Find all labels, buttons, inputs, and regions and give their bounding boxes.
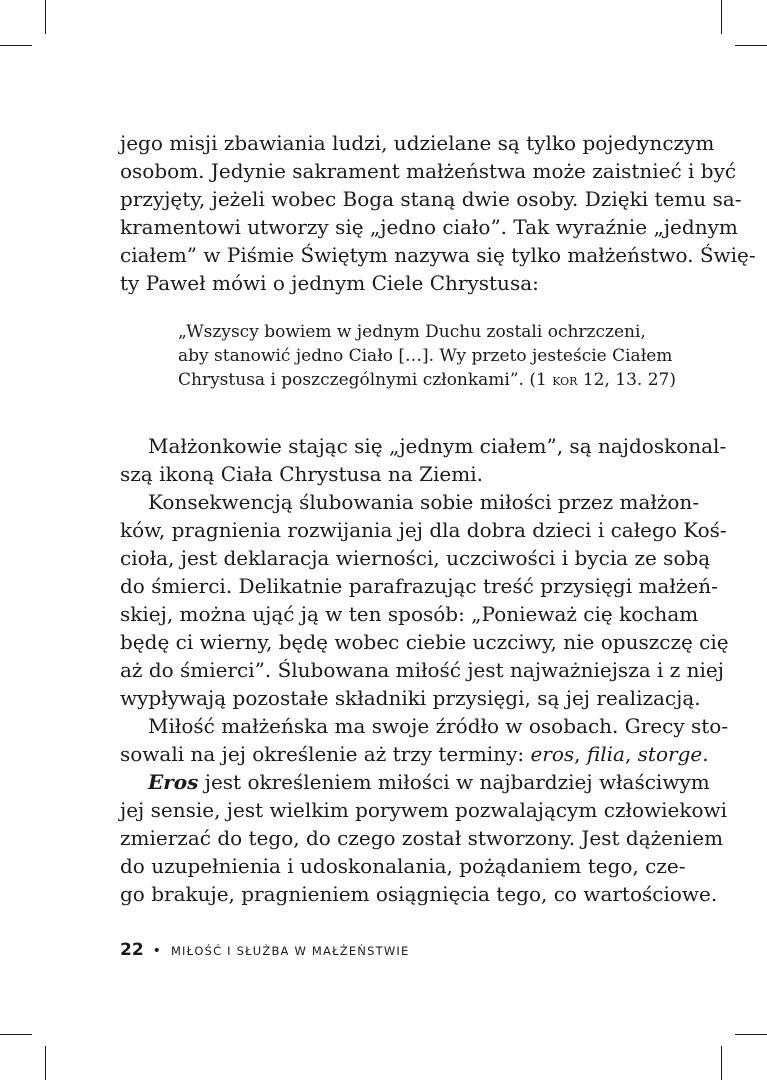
running-title: MIŁOŚĆ I SŁUŻBA W MAŁŻEŃSTWIE [170, 944, 410, 958]
crop-mark [0, 1034, 32, 1035]
text-line: skiej, można ująć ją w ten sposób: „Ponieważ cię kocham [120, 602, 699, 626]
text-line: ty Paweł mówi o jednym Ciele Chrystusa: [120, 271, 539, 295]
crop-mark [0, 45, 32, 46]
quote-reference-book: kor [552, 370, 578, 389]
quote-reference: 12, 13. 27) [577, 370, 676, 390]
text-line: szą ikoną Ciała Chrystusa na Ziemi. [120, 462, 483, 486]
crop-mark [735, 1034, 767, 1035]
quote-line [178, 368, 676, 392]
text-line: jej sensie, jest wielkim porywem pozwalającym człowiekowi [120, 798, 728, 822]
separator: , [624, 742, 638, 766]
text-line: zmierzać do tego, do czego został stworzony. Jest dążeniem [120, 826, 724, 850]
crop-mark [735, 45, 767, 46]
paragraph-greeks [120, 712, 729, 768]
text-line: przyjęty, jeżeli wobec Boga staną dwie osoby. Dzięki temu sa- [120, 187, 742, 211]
paragraph-spouses [120, 432, 727, 488]
text-fragment: sowali na jej określenie aż trzy terminy: [120, 742, 531, 766]
quote-text: Chrystusa i poszczególnymi członkami”. (1 [178, 370, 553, 390]
term-storge: storge [637, 742, 703, 766]
paragraph-intro [120, 129, 756, 297]
paragraph-eros [120, 768, 728, 908]
paragraph-consequence [120, 488, 729, 712]
text-line: do uzupełnienia i udoskonalania, pożądaniem tego, cze- [120, 854, 686, 878]
term-eros: eros [530, 742, 575, 766]
text-line: Miłość małżeńska ma swoje źródło w osobach. Grecy sto- [148, 714, 729, 738]
text-line: ciałem” w Piśmie Świętym nazywa się tylko małżeństwo. Świę- [120, 243, 756, 267]
page-number: 22 [120, 940, 144, 960]
page-footer [120, 940, 409, 960]
text-line: ków, pragnienia rozwijania jej dla dobra dzieci i całego Koś- [120, 518, 727, 542]
text-line: kramentowi utworzy się „jedno ciało”. Tak wyraźnie „jednym [120, 215, 738, 239]
text-line: aż do śmierci”. Ślubowana miłość jest najważniejsza i z niej [120, 658, 724, 682]
text-line: jego misji zbawiania ludzi, udzielane są tylko pojedynczym [120, 131, 715, 155]
crop-mark [721, 0, 722, 34]
crop-mark [45, 0, 46, 34]
text-line: Małżonkowie stając się „jednym ciałem”, są najdoskonal- [148, 434, 727, 458]
text-line [120, 740, 709, 768]
text-line: cioła, jest deklaracja wierności, uczciwości i bycia ze sobą [120, 546, 711, 570]
crop-mark [721, 1046, 722, 1080]
text-fragment: jest określeniem miłości w najbardziej właściwym [198, 770, 710, 794]
quote-line: „Wszyscy bowiem w jednym Duchu zostali ochrzczeni, [178, 322, 646, 342]
text-line: osobom. Jedynie sakrament małżeństwa może zaistnieć i być [120, 159, 737, 183]
crop-mark [45, 1046, 46, 1080]
text-line: wypływają pozostałe składniki przysięgi, są jej realizacją. [120, 686, 701, 710]
text-line [120, 768, 710, 796]
bullet-separator: • [152, 943, 161, 959]
text-line: do śmierci. Delikatnie parafrazując treść przysięgi małżeń- [120, 574, 718, 598]
bible-quote [178, 321, 676, 392]
text-line: będę ci wierny, będę wobec ciebie uczciwy, nie opuszczę cię [120, 630, 729, 654]
term-eros-heading: Eros [148, 770, 199, 794]
term-filia: filia [586, 742, 625, 766]
period: . [702, 742, 709, 766]
separator: , [574, 742, 587, 766]
text-line: Konsekwencją ślubowania sobie miłości przez małżon- [148, 490, 700, 514]
quote-line: aby stanowić jedno Ciało […]. Wy przeto jesteście Ciałem [178, 345, 673, 366]
text-line: go brakuje, pragnieniem osiągnięcia tego, co wartościowe. [120, 882, 718, 906]
